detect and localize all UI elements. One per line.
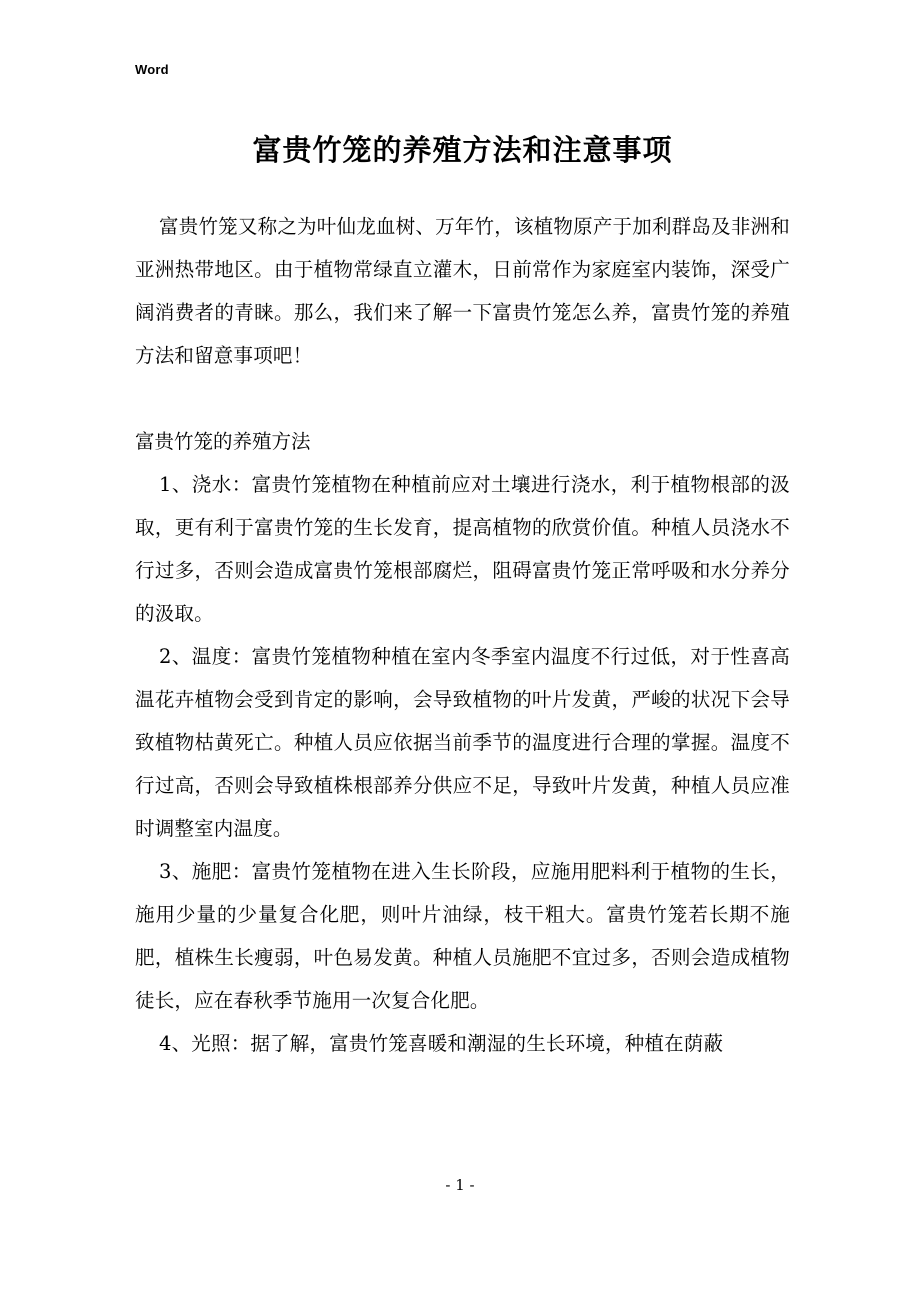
list-item: 2、温度：富贵竹笼植物种植在室内冬季室内温度不行过低，对于性喜高温花卉植物会受到肯定的影响，会导致植物的叶片发黄，严峻的状况下会导致植物枯黄死亡。种植人员应依据当前季节的温度进行合理的掌握。温度不行过高，否则会导致植株根部养分供应不足，导致叶片发黄，种植人员应准时调整室内温度。 xyxy=(135,644,790,840)
list-item: 3、施肥：富贵竹笼植物在进入生长阶段，应施用肥料利于植物的生长，施用少量的少量复合化肥，则叶片油绿，枝干粗大。富贵竹笼若长期不施肥，植株生长瘦弱，叶色易发黄。种植人员施肥不宜过多，否则会造成植物徒长，应在春秋季节施用一次复合化肥。 xyxy=(135,859,790,1012)
intro-paragraph: 富贵竹笼又称之为叶仙龙血树、万年竹，该植物原产于加利群岛及非洲和亚洲热带地区。由于植物常绿直立灌木，日前常作为家庭室内装饰，深受广阔消费者的青睐。那么，我们来了解一下富贵竹笼怎么养，富贵竹笼的养殖方法和留意事项吧！ xyxy=(135,214,790,367)
section-heading: 富贵竹笼的养殖方法 xyxy=(135,429,311,453)
document-body xyxy=(135,130,790,1065)
list-item: 1、浇水：富贵竹笼植物在种植前应对土壤进行浇水，利于植物根部的汲取，更有利于富贵竹笼的生长发育，提高植物的欣赏价值。种植人员浇水不行过多，否则会造成富贵竹笼根部腐烂，阻碍富贵竹笼正常呼吸和水分养分的汲取。 xyxy=(135,472,790,625)
list-item: 4、光照：据了解，富贵竹笼喜暖和潮湿的生长环境，种植在荫蔽 xyxy=(159,1031,724,1055)
header-label: Word xyxy=(135,62,169,77)
page-title: 富贵竹笼的养殖方法和注意事项 xyxy=(252,133,673,167)
paragraph-spacer xyxy=(135,377,790,420)
page-number: - 1 - xyxy=(445,1176,475,1194)
